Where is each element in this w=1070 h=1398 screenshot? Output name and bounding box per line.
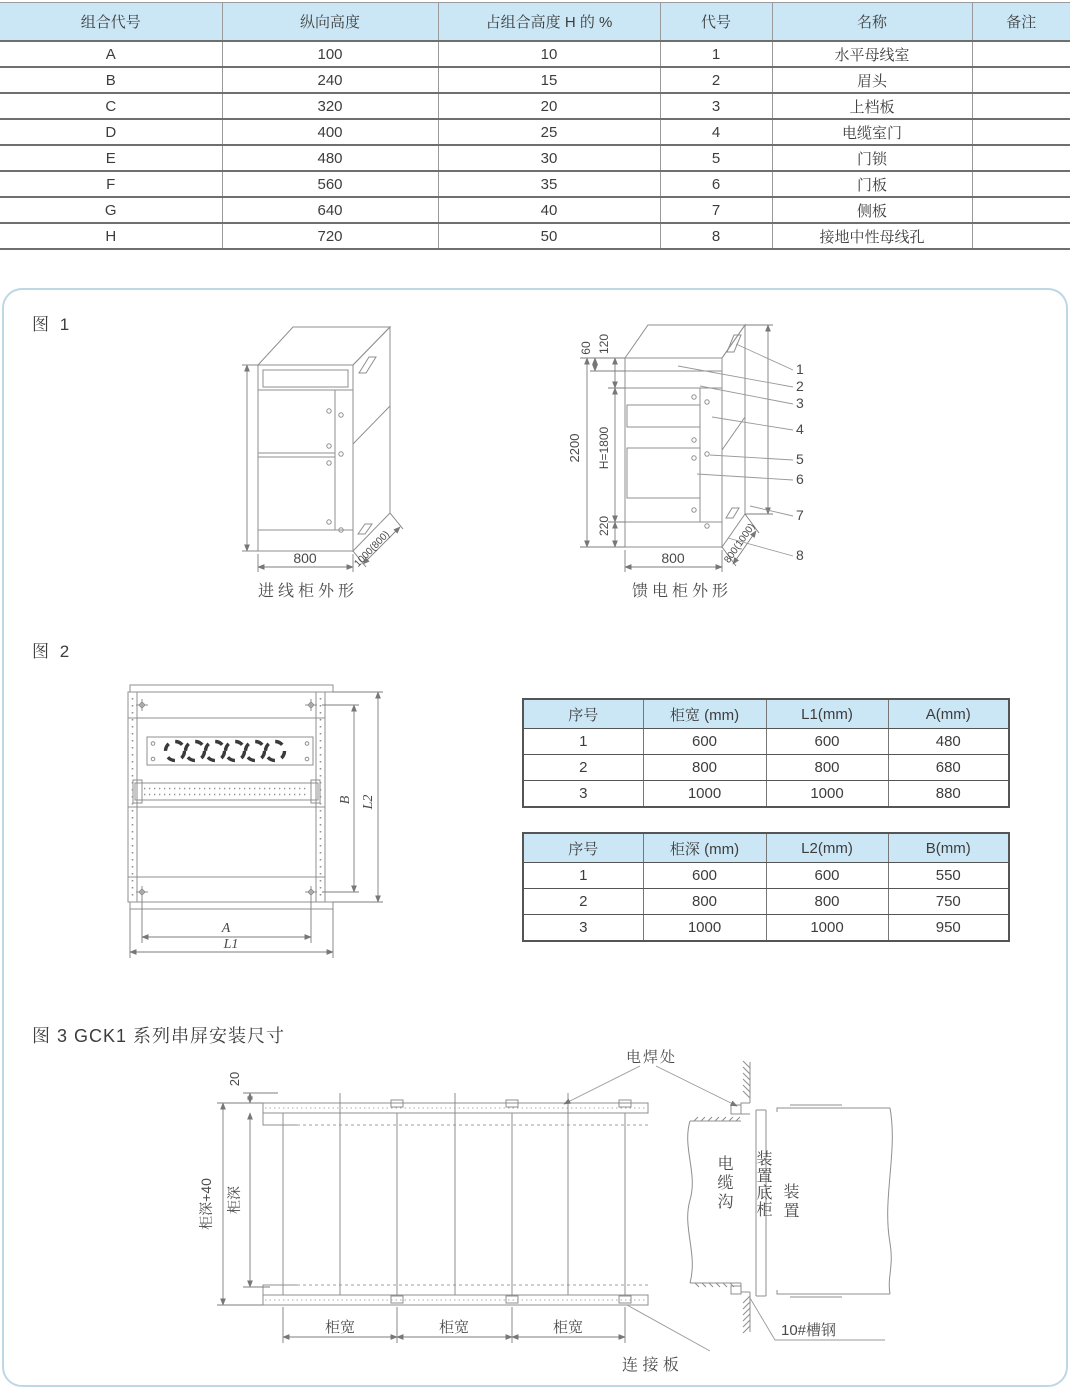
table-cell: 600	[766, 729, 888, 755]
dim-depth-label: 800(1000)	[722, 521, 758, 566]
cabinet-row-plan	[263, 1093, 648, 1305]
table-cell: 950	[888, 915, 1009, 942]
table-row	[0, 171, 1070, 197]
callout-1: 1	[796, 361, 804, 377]
table-cell: 400	[222, 119, 438, 145]
table-cell: C	[0, 93, 222, 119]
table-row	[0, 197, 1070, 223]
eyebrow-panel	[263, 370, 348, 387]
table-cell: 8	[660, 223, 772, 249]
figure1-label: 图 1	[32, 315, 73, 334]
table-row	[523, 915, 1009, 942]
dim-2200: 2200	[567, 433, 582, 463]
dim-width-3: 柜宽	[552, 1319, 584, 1336]
table-row	[0, 41, 1070, 67]
dim-h1800: H=1800	[597, 426, 611, 470]
table-cell	[972, 145, 1070, 171]
table-cell: 800	[643, 755, 766, 781]
table-cell: 1000	[766, 915, 888, 942]
mounting-rail	[133, 780, 320, 803]
table-row	[0, 93, 1070, 119]
table-cell: 600	[766, 863, 888, 889]
callout-6: 6	[796, 471, 804, 487]
dim-a: A	[221, 921, 231, 936]
table-cell: 3	[660, 93, 772, 119]
header-row	[523, 699, 1009, 729]
table-cell: 50	[438, 223, 660, 249]
table-row	[523, 781, 1009, 808]
table-cell: 100	[222, 41, 438, 67]
dim-width-2: 柜宽	[438, 1319, 470, 1336]
table-cell: B	[0, 67, 222, 93]
dim-60: 60	[579, 341, 593, 355]
table-cell: 40	[438, 197, 660, 223]
installation-plan-drawing	[190, 1048, 960, 1383]
table-cell: 1	[523, 863, 643, 889]
callout-numbers	[796, 361, 804, 563]
channel-steel-label: 10#槽钢	[781, 1322, 837, 1339]
table-row	[523, 755, 1009, 781]
dim-l2: L2	[361, 794, 376, 810]
table-cell: 640	[222, 197, 438, 223]
table-row	[523, 863, 1009, 889]
table-cell: G	[0, 197, 222, 223]
table-cell	[972, 171, 1070, 197]
column-header: L1(mm)	[766, 699, 888, 729]
dim-width-1: 柜宽	[324, 1319, 356, 1336]
column-header: L2(mm)	[766, 833, 888, 863]
table-cell	[972, 119, 1070, 145]
callout-5: 5	[796, 451, 804, 467]
table-cell: E	[0, 145, 222, 171]
side-vent-slot	[358, 524, 372, 534]
connecting-plate-label: 连 接 板	[622, 1357, 679, 1374]
depth-table-wrap	[522, 832, 1008, 942]
table-cell: 7	[660, 197, 772, 223]
table-cell: 接地中性母线孔	[772, 223, 972, 249]
table-cell: 3	[523, 781, 643, 808]
column-header: A(mm)	[888, 699, 1009, 729]
table-cell: 320	[222, 93, 438, 119]
wall-hatching	[743, 1296, 750, 1333]
connection-plate	[619, 1296, 631, 1303]
door-panel	[627, 448, 700, 498]
table-cell: 10	[438, 41, 660, 67]
table-cell: A	[0, 41, 222, 67]
table-cell: 门板	[772, 171, 972, 197]
side-vent-slot	[727, 335, 741, 352]
column-header: 备注	[972, 3, 1070, 42]
dim-b: B	[338, 795, 353, 805]
column-header: 柜宽 (mm)	[643, 699, 766, 729]
table-cell: 侧板	[772, 197, 972, 223]
table-cell: 1000	[643, 781, 766, 808]
caption: 进线柜外形	[258, 583, 359, 600]
table-cell: 550	[888, 863, 1009, 889]
table-cell: 1	[523, 729, 643, 755]
table-cell: 480	[888, 729, 1009, 755]
table-cell: 1	[660, 41, 772, 67]
connection-plate	[391, 1296, 403, 1303]
dim-depth-plus-40: 柜深+40	[198, 1178, 214, 1230]
column-header: 名称	[772, 3, 972, 42]
frame-body	[128, 685, 333, 909]
table-cell	[972, 93, 1070, 119]
device-label: 装置	[781, 1183, 798, 1221]
table-cell: 600	[643, 729, 766, 755]
column-header: 占组合高度 H 的 %	[438, 3, 660, 42]
table-cell: 20	[438, 93, 660, 119]
table-cell: 800	[643, 889, 766, 915]
rail-end-stub	[731, 1105, 741, 1114]
table-cell: 800	[766, 889, 888, 915]
table-cell: F	[0, 171, 222, 197]
table-cell: 1000	[766, 781, 888, 808]
callout-leaders	[678, 344, 793, 556]
dim-220: 220	[597, 515, 611, 537]
device-break-line	[888, 1108, 893, 1294]
side-vent-slot	[359, 357, 376, 373]
caption: 馈电柜外形	[632, 583, 733, 600]
table-cell: H	[0, 223, 222, 249]
column-header: 组合代号	[0, 3, 222, 42]
figure3-title: 图 3 GCK1 系列串屏安装尺寸	[32, 1026, 286, 1046]
cabinet-depth-table	[522, 832, 1010, 942]
table-cell: 680	[888, 755, 1009, 781]
table-cell: 240	[222, 67, 438, 93]
table-cell: 560	[222, 171, 438, 197]
side-vent-slot	[726, 508, 739, 518]
vent-holes	[166, 742, 285, 761]
cabinet-body	[625, 325, 745, 547]
dim-20: 20	[227, 1071, 242, 1087]
weld-label: 电焊处	[626, 1049, 678, 1066]
callout-7: 7	[796, 507, 804, 523]
table-cell: 15	[438, 67, 660, 93]
table-cell: 水平母线室	[772, 41, 972, 67]
callout-8: 8	[796, 547, 804, 563]
column-header: 序号	[523, 833, 643, 863]
figure2-label: 图 2	[32, 642, 73, 661]
table-row	[0, 67, 1070, 93]
callout-4: 4	[796, 421, 804, 437]
table-cell: 1000	[643, 915, 766, 942]
table-cell: 2	[660, 67, 772, 93]
incoming-cabinet-drawing	[230, 322, 530, 617]
table-cell: 3	[523, 915, 643, 942]
table-row	[523, 729, 1009, 755]
table-cell: 眉头	[772, 67, 972, 93]
device-bottom-cabinet-label: 装置底柜	[754, 1150, 771, 1218]
table-row	[0, 145, 1070, 171]
column-header: 柜深 (mm)	[643, 833, 766, 863]
feeder-cabinet-drawing	[560, 322, 830, 617]
table-cell	[972, 197, 1070, 223]
table-cell	[972, 223, 1070, 249]
table-cell	[972, 41, 1070, 67]
table-cell: 880	[888, 781, 1009, 808]
trench-break-line	[688, 1121, 693, 1283]
dim-depth: 柜深	[226, 1186, 242, 1214]
table-cell: 6	[660, 171, 772, 197]
device-outline	[777, 1290, 890, 1294]
column-header: 纵向高度	[222, 3, 438, 42]
device-outline	[777, 1108, 890, 1112]
table-row	[0, 223, 1070, 249]
column-header: B(mm)	[888, 833, 1009, 863]
dim-width-label: 800	[293, 550, 317, 566]
rail-end-stub	[731, 1286, 741, 1294]
connection-plate	[506, 1296, 518, 1303]
table-cell: 电缆室门	[772, 119, 972, 145]
table-cell: 720	[222, 223, 438, 249]
table-cell: 上档板	[772, 93, 972, 119]
table-cell: D	[0, 119, 222, 145]
callout-3: 3	[796, 395, 804, 411]
cabinet-width-table	[522, 698, 1010, 808]
table-cell: 750	[888, 889, 1009, 915]
header-row	[0, 3, 1070, 42]
dimensions	[130, 692, 383, 958]
dim-l1: L1	[223, 937, 239, 952]
table-cell: 2	[523, 889, 643, 915]
table-row	[523, 889, 1009, 915]
cabinet-frame-drawing	[120, 680, 400, 970]
door-panel	[627, 405, 700, 427]
combination-height-table	[0, 2, 1070, 250]
table-cell: 门锁	[772, 145, 972, 171]
table-cell	[972, 67, 1070, 93]
width-table-wrap	[522, 698, 1008, 808]
cable-trench-label: 电缆沟	[715, 1155, 732, 1212]
table-cell: 800	[766, 755, 888, 781]
callout-2: 2	[796, 378, 804, 394]
column-header: 序号	[523, 699, 643, 729]
table-cell: 2	[523, 755, 643, 781]
dim-width-label: 800	[661, 550, 685, 566]
table-cell: 480	[222, 145, 438, 171]
table-cell: 35	[438, 171, 660, 197]
cabinet-body	[258, 327, 390, 551]
table-cell: 600	[643, 863, 766, 889]
table-cell: 5	[660, 145, 772, 171]
dim-120: 120	[597, 333, 611, 355]
table-row	[0, 119, 1070, 145]
table-cell: 25	[438, 119, 660, 145]
corner-mount-marks	[136, 699, 317, 898]
dim-depth-label: 1000(800)	[352, 529, 392, 570]
header-row	[523, 833, 1009, 863]
column-header: 代号	[660, 3, 772, 42]
table-cell: 4	[660, 119, 772, 145]
wall-hatching	[743, 1061, 750, 1098]
table-cell: 30	[438, 145, 660, 171]
